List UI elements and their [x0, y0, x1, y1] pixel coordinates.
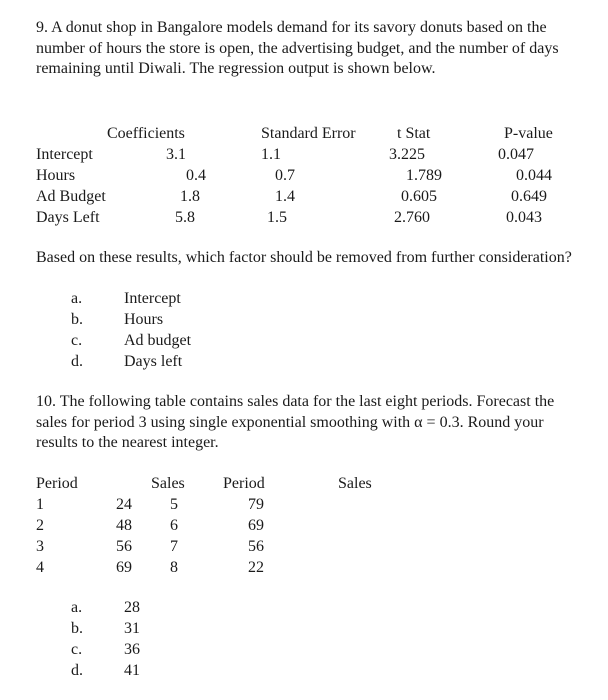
row-se: 1.5: [267, 209, 287, 226]
cell-period-2: 6: [170, 517, 178, 534]
row-label: Intercept: [36, 146, 93, 163]
row-label: Days Left: [36, 209, 100, 226]
question-10-text: 10. The following table contains sales data for the last eight periods. Forecast the sales for period 3 using single exponential smoothing with α = 0.3. Round your results to the nearest integer.: [36, 393, 555, 451]
option-text: 41: [124, 662, 140, 679]
question-9-text: 9. A donut shop in Bangalore models demand for its savory donuts based on the number of hours the store is open, the advertising budget, and the number of days remaining until Diwali. The regression output is shown below.: [36, 19, 559, 77]
row-t: 2.760: [394, 209, 430, 226]
header-standard-error: Standard Error: [261, 125, 356, 142]
cell-period-2: 5: [170, 496, 178, 513]
row-se: 0.7: [275, 167, 295, 184]
row-t: 3.225: [389, 146, 425, 163]
row-label: Ad Budget: [36, 188, 106, 205]
row-coef: 1.8: [180, 188, 200, 205]
cell-period: 1: [36, 496, 44, 513]
cell-sales-2: 56: [248, 538, 264, 555]
header-coefficients: Coefficients: [107, 125, 185, 142]
row-label: Hours: [36, 167, 76, 184]
cell-period: 3: [36, 538, 44, 555]
header-sales-2: Sales: [338, 475, 372, 492]
header-t-stat: t Stat: [397, 125, 431, 142]
cell-period-2: 7: [170, 538, 178, 555]
header-sales: Sales: [151, 475, 185, 492]
option-letter: d.: [71, 662, 83, 679]
cell-period-2: 8: [170, 559, 178, 576]
row-coef: 0.4: [186, 167, 206, 184]
option-text: 28: [124, 599, 140, 616]
row-coef: 5.8: [175, 209, 195, 226]
row-p: 0.649: [511, 188, 547, 205]
row-se: 1.1: [261, 146, 281, 163]
option-text: 31: [124, 620, 140, 637]
cell-sales: 24: [116, 496, 132, 513]
row-se: 1.4: [275, 188, 295, 205]
option-text: Ad budget: [124, 332, 192, 349]
header-period: Period: [36, 475, 78, 492]
option-text: Days left: [124, 353, 183, 370]
row-p: 0.043: [506, 209, 542, 226]
cell-sales-2: 22: [248, 559, 264, 576]
row-coef: 3.1: [166, 146, 186, 163]
header-p-value: P-value: [504, 125, 553, 142]
cell-sales-2: 69: [248, 517, 264, 534]
row-p: 0.047: [498, 146, 534, 163]
option-letter: c.: [71, 641, 83, 658]
row-p: 0.044: [516, 167, 552, 184]
option-text: 36: [124, 641, 140, 658]
option-letter: a.: [71, 599, 83, 616]
option-letter: d.: [71, 353, 83, 370]
option-text: Hours: [124, 311, 164, 328]
row-t: 0.605: [401, 188, 437, 205]
row-t: 1.789: [406, 167, 442, 184]
option-text: Intercept: [124, 290, 181, 307]
option-letter: b.: [71, 311, 83, 328]
option-letter: a.: [71, 290, 83, 307]
cell-sales: 69: [116, 559, 132, 576]
header-period-2: Period: [223, 475, 265, 492]
cell-sales: 48: [116, 517, 132, 534]
cell-period: 2: [36, 517, 44, 534]
cell-sales: 56: [116, 538, 132, 555]
cell-period: 4: [36, 559, 44, 576]
option-letter: b.: [71, 620, 83, 637]
question-9-prompt: Based on these results, which factor should be removed from further consideration?: [36, 249, 572, 266]
cell-sales-2: 79: [248, 496, 264, 513]
option-letter: c.: [71, 332, 83, 349]
